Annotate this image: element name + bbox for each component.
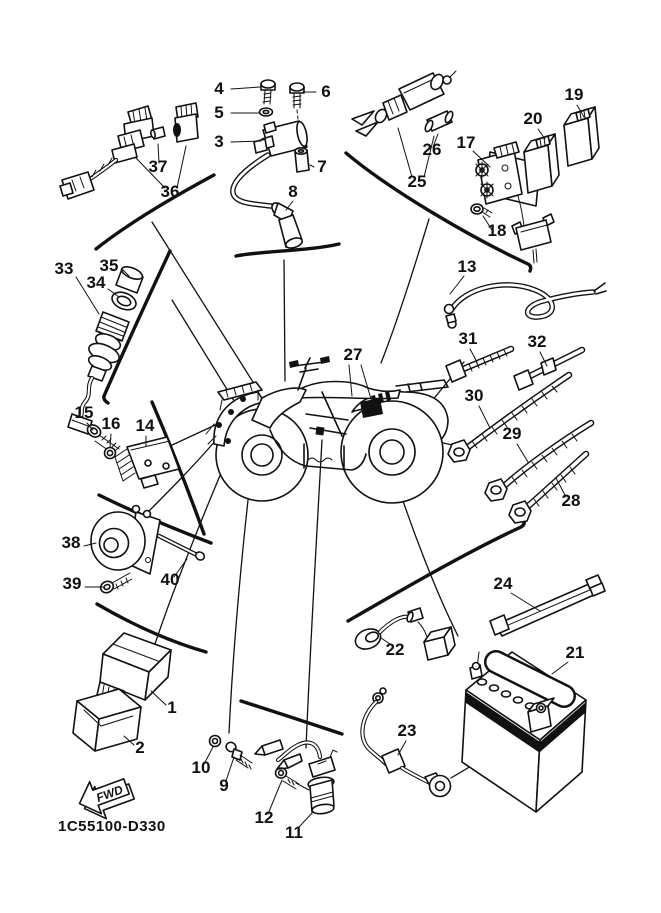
callout-32: 32 [527,332,547,351]
callout-10: 10 [191,758,211,777]
callout-37: 37 [148,157,168,176]
part-bolt-4 [261,80,275,104]
callout-13: 13 [457,257,477,276]
callout-36: 36 [160,182,180,201]
callout-19: 19 [564,85,584,104]
callout-33: 33 [54,259,74,278]
callout-3: 3 [214,132,224,151]
callout-28: 28 [561,491,581,510]
callout-30: 30 [464,386,484,405]
callout-12: 12 [254,808,274,827]
callout-8: 8 [288,182,298,201]
diagram-code: 1C55100-D330 [58,818,166,835]
part-band-32 [514,350,582,390]
part-band-31 [446,349,511,382]
part-sensor-bolt-9 [224,741,252,769]
callout-29: 29 [502,424,522,443]
part-relay-20 [524,134,559,193]
callout-40: 40 [160,570,180,589]
fwd-label: FWD [94,782,125,805]
callout-38: 38 [61,533,81,552]
part-bolt-18 [471,204,492,217]
callout-21: 21 [565,643,585,662]
part-sub-harness-13 [445,283,607,328]
part-washer-10 [210,736,221,747]
part-washer-5 [260,108,273,116]
callout-5: 5 [214,103,224,122]
callout-20: 20 [523,109,543,128]
part-carb-heater-11 [255,740,337,815]
callout-25: 25 [407,172,427,191]
fwd-arrow [74,770,138,824]
part-battery-lead-23 [362,688,450,797]
part-bulb-26 [424,110,455,132]
part-bolt-39 [99,573,132,595]
callout-34: 34 [86,273,106,292]
callout-1: 1 [167,698,177,717]
callout-11: 11 [285,823,303,842]
part-nut-16 [105,448,116,459]
atv-illustration [206,356,448,503]
part-horn-38 [91,506,160,575]
callout-24: 24 [493,574,513,593]
callout-14: 14 [135,416,155,435]
callout-27: 27 [343,345,363,364]
part-band-28 [509,454,586,523]
callout-22: 22 [385,640,405,659]
callout-9: 9 [219,776,229,795]
callout-26: 26 [422,140,442,159]
callout-6: 6 [321,82,331,101]
callout-35: 35 [99,256,119,275]
part-battery-21 [462,652,586,812]
callout-7: 7 [317,157,327,176]
part-spacer-7 [295,148,309,172]
callout-15: 15 [74,403,94,422]
callout-2: 2 [135,738,145,757]
callout-31: 31 [458,329,478,348]
callout-16: 16 [101,414,121,433]
callout-18: 18 [487,221,507,240]
callout-23: 23 [397,721,417,740]
callout-17: 17 [456,133,476,152]
part-rectifier-regulator-14 [115,437,179,488]
part-relay-19 [564,107,599,166]
callout-39: 39 [62,574,82,593]
part-bolt-12 [276,768,300,789]
callout-4: 4 [214,79,224,98]
